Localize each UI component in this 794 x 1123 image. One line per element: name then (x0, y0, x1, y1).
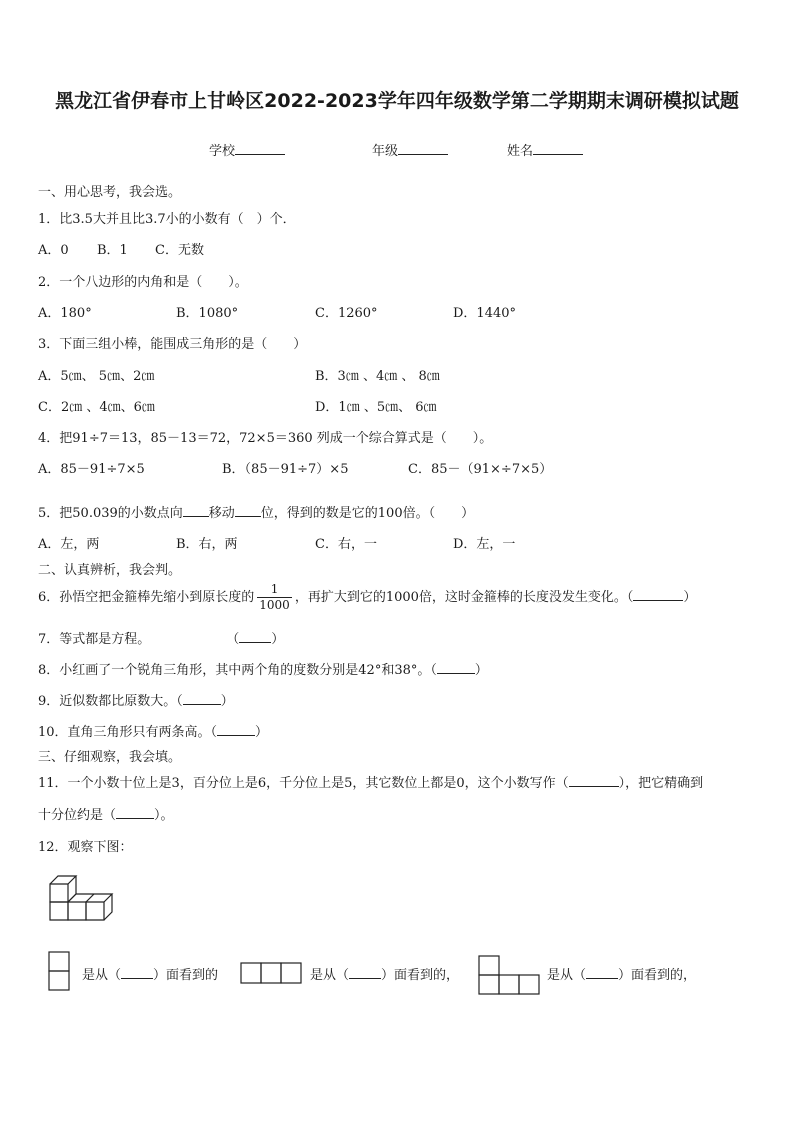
q6-answer-blank[interactable] (633, 588, 683, 601)
q9-answer-blank[interactable] (183, 692, 221, 705)
grade-blank[interactable] (398, 142, 448, 155)
q11-text-1b: ），把它精确到 (618, 776, 704, 791)
q5-text-1: 5．把50.039的小数点向 (38, 506, 183, 521)
q1-option-c[interactable]: C．无数 (155, 243, 204, 258)
q6-text-close: ） (683, 590, 697, 605)
view-3-answer-blank[interactable] (586, 966, 618, 979)
name-label: 姓名 (507, 144, 534, 159)
view-figure-1 (48, 951, 70, 991)
question-9 (38, 690, 234, 709)
q7-text-close: ） (271, 632, 285, 647)
q9-text: 9．近似数都比原数大。（ (38, 694, 183, 709)
q3-option-a[interactable]: A．5㎝、 5㎝、2㎝ (38, 369, 155, 384)
q10-text-close: ） (255, 725, 269, 740)
view-2-text-b: ）面看到的， (381, 968, 460, 983)
q11-text-2a: 十分位约是（ (38, 808, 117, 823)
q1-option-a[interactable]: A．0 (38, 243, 69, 258)
q5-text-2: 移动 (208, 506, 235, 521)
view-figure-3 (478, 955, 540, 995)
q4-option-a[interactable]: A．85－91÷7×5 (38, 462, 145, 477)
q8-answer-blank[interactable] (437, 661, 475, 674)
q7-text: 7．等式都是方程。 (38, 632, 151, 647)
section-heading-2: 二、认真辨析，我会判。 (38, 563, 182, 578)
q11-answer-blank-1[interactable] (569, 774, 619, 787)
view-1-answer-blank[interactable] (121, 966, 153, 979)
view-1-text-b: ）面看到的 (153, 968, 219, 983)
view-3-text-b: ）面看到的， (618, 968, 697, 983)
q5-blank-2[interactable] (235, 504, 261, 517)
q7-answer-blank[interactable] (239, 630, 271, 643)
q3-option-c[interactable]: C．2㎝ 、4㎝、6㎝ (38, 400, 155, 415)
cube-stack-figure (48, 870, 120, 922)
question-1: 1．比3.5大并且比3.7小的小数有（ ）个． (38, 212, 296, 227)
q8-text-close: ） (474, 663, 488, 678)
q3-option-b[interactable]: B．3㎝ 、4㎝ 、 8㎝ (315, 369, 440, 384)
q5-text-3: 位，得到的数是它的100倍。（ ） (260, 506, 475, 521)
question-5 (38, 502, 474, 521)
question-3: 3．下面三组小棒，能围成三角形的是（ ） (38, 337, 307, 352)
q2-option-b[interactable]: B．1080° (176, 306, 239, 321)
question-8 (38, 659, 488, 678)
name-field (507, 140, 583, 159)
question-12: 12．观察下图： (38, 840, 133, 855)
view-1-text-a: 是从（ (82, 968, 122, 983)
q7-text-open: （ (226, 632, 240, 647)
question-2: 2．一个八边形的内角和是（ ）。 (38, 275, 248, 290)
q5-option-d[interactable]: D．左，一 (453, 537, 516, 552)
view-3-caption (547, 964, 696, 983)
page-title: 黑龙江省伊春市上甘岭区2022-2023学年四年级数学第二学期期末调研模拟试题 (55, 90, 739, 112)
q6-fraction-numerator: 1 (257, 582, 292, 598)
view-2-caption (310, 964, 459, 983)
question-10 (38, 721, 268, 740)
section-heading-3: 三、仔细观察，我会填。 (38, 750, 182, 765)
q5-option-b[interactable]: B．右，两 (176, 537, 238, 552)
question-11-line-1 (38, 772, 703, 791)
q8-text: 8．小红画了一个锐角三角形，其中两个角的度数分别是42°和38°。（ (38, 663, 437, 678)
grade-label: 年级 (372, 144, 399, 159)
q5-blank-1[interactable] (183, 504, 209, 517)
q9-text-close: ） (220, 694, 234, 709)
view-2-text-a: 是从（ (310, 968, 350, 983)
view-figure-2 (240, 962, 302, 984)
view-2-answer-blank[interactable] (349, 966, 381, 979)
q6-fraction (257, 582, 292, 613)
q6-text-after: ，再扩大到它的1000倍，这时金箍棒的长度没发生变化。（ (294, 590, 634, 605)
question-6 (38, 582, 696, 613)
q4-option-b[interactable]: B．（85－91÷7）×5 (222, 462, 349, 477)
view-3-text-a: 是从（ (547, 968, 587, 983)
q2-option-a[interactable]: A．180° (38, 306, 92, 321)
q11-answer-blank-2[interactable] (116, 806, 154, 819)
q1-option-b[interactable]: B．1 (97, 243, 128, 258)
q11-text-1a: 11．一个小数十位上是3，百分位上是6，千分位上是5，其它数位上都是0，这个小数写作（ (38, 776, 569, 791)
q4-option-c[interactable]: C．85－（91×÷7×5） (408, 462, 553, 477)
question-4: 4．把91÷7＝13，85－13＝72，72×5＝360 列成一个综合算式是（ ）。 (38, 431, 493, 446)
name-blank[interactable] (533, 142, 583, 155)
question-11-line-2 (38, 804, 174, 823)
question-7 (38, 628, 284, 647)
q11-text-2b: ）。 (154, 808, 174, 823)
grade-field (372, 140, 448, 159)
view-1-caption (82, 964, 218, 983)
school-label: 学校 (209, 144, 236, 159)
q10-answer-blank[interactable] (217, 723, 255, 736)
q2-option-c[interactable]: C．1260° (315, 306, 378, 321)
section-heading-1: 一、用心思考，我会选。 (38, 185, 182, 200)
q10-text: 10．直角三角形只有两条高。（ (38, 725, 218, 740)
q6-fraction-denominator: 1000 (259, 598, 290, 612)
q3-option-d[interactable]: D．1㎝ 、5㎝、 6㎝ (315, 400, 437, 415)
school-field (209, 140, 285, 159)
school-blank[interactable] (235, 142, 285, 155)
q6-text-before: 6．孙悟空把金箍棒先缩小到原长度的 (38, 590, 255, 605)
q2-option-d[interactable]: D．1440° (453, 306, 517, 321)
q5-option-a[interactable]: A．左，两 (38, 537, 100, 552)
q5-option-c[interactable]: C．右，一 (315, 537, 377, 552)
